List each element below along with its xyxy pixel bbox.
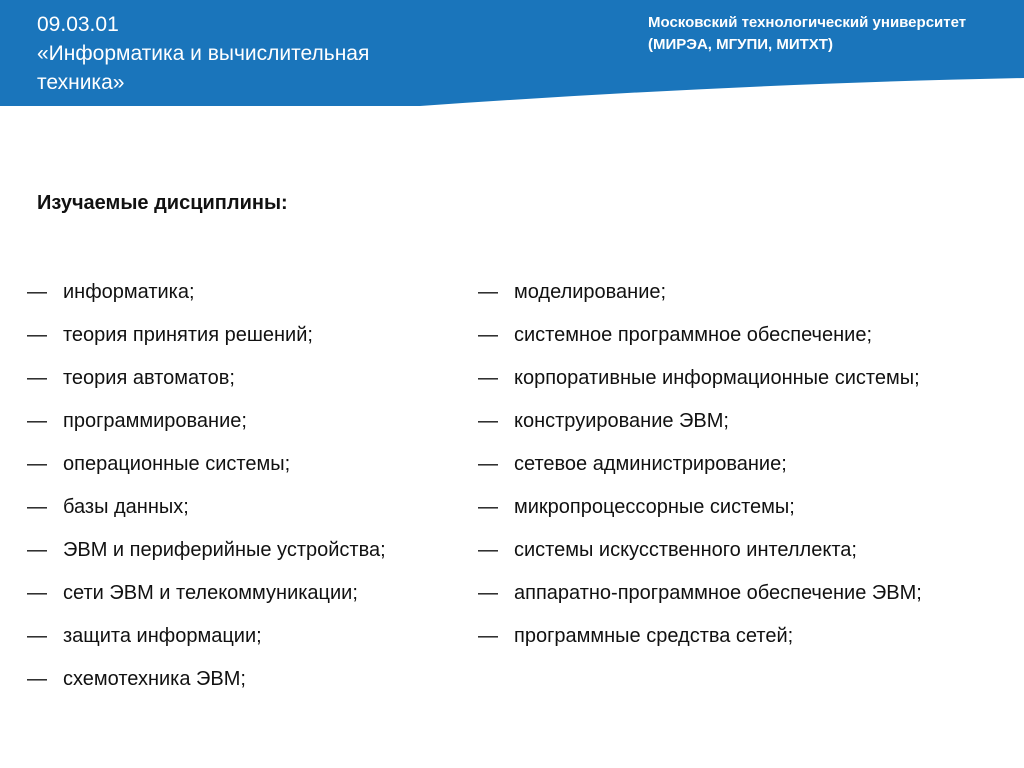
discipline-label: конструирование ЭВМ; [514,410,729,432]
discipline-item [478,315,1018,358]
discipline-item [478,358,1018,401]
discipline-item [27,401,467,444]
discipline-label: ЭВМ и периферийные устройства; [63,539,386,561]
dash-bullet: — [478,410,498,432]
discipline-label: моделирование; [514,281,667,303]
discipline-item [478,487,1018,530]
discipline-label: сети ЭВМ и телекоммуникации; [63,582,358,604]
discipline-label: системы искусственного интеллекта; [514,539,857,561]
discipline-item [478,401,1018,444]
discipline-label: теория принятия решений; [63,324,313,346]
discipline-item [478,530,1018,573]
discipline-item [478,573,1018,616]
dash-bullet: — [27,625,47,647]
university-name-line1: Московский технологический университет [648,14,967,31]
discipline-item [27,659,467,702]
discipline-label: теория автоматов; [63,367,235,389]
dash-bullet: — [478,453,498,475]
dash-bullet: — [27,367,47,389]
discipline-item [27,616,467,659]
discipline-label: базы данных; [63,496,189,518]
dash-bullet: — [27,668,47,690]
program-title [37,10,369,97]
dash-bullet: — [478,281,498,303]
dash-bullet: — [478,539,498,561]
discipline-item [27,358,467,401]
discipline-label: аппаратно-программное обеспечение ЭВМ; [514,582,922,604]
university-name-line2: (МИРЭА, МГУПИ, МИТХТ) [648,36,833,53]
discipline-label: схемотехника ЭВМ; [63,668,246,690]
dash-bullet: — [27,453,47,475]
discipline-item [27,272,467,315]
dash-bullet: — [478,324,498,346]
university-logo-text [648,12,966,56]
program-name-line2: техника» [37,71,125,94]
discipline-item [27,573,467,616]
dash-bullet: — [27,539,47,561]
program-name-line1: «Информатика и вычислительная [37,42,370,65]
discipline-item [27,530,467,573]
discipline-label: программные средства сетей; [514,625,794,647]
discipline-item [478,272,1018,315]
discipline-label: защита информации; [63,625,262,647]
discipline-label: корпоративные информационные системы; [514,367,920,389]
discipline-item [478,616,1018,659]
discipline-item [27,315,467,358]
disciplines-list-right [478,272,1018,659]
discipline-label: операционные системы; [63,453,291,475]
discipline-label: программирование; [63,410,247,432]
dash-bullet: — [478,582,498,604]
dash-bullet: — [478,367,498,389]
header-banner [0,0,1024,110]
program-code: 09.03.01 [37,13,119,36]
dash-bullet: — [27,582,47,604]
discipline-label: информатика; [63,281,195,303]
dash-bullet: — [27,496,47,518]
discipline-item [478,444,1018,487]
dash-bullet: — [27,281,47,303]
disciplines-list-left [27,272,467,702]
discipline-label: системное программное обеспечение; [514,324,872,346]
discipline-label: микропроцессорные системы; [514,496,795,518]
dash-bullet: — [478,625,498,647]
discipline-label: сетевое администрирование; [514,453,787,475]
discipline-item [27,487,467,530]
dash-bullet: — [478,496,498,518]
discipline-item [27,444,467,487]
dash-bullet: — [27,410,47,432]
section-title: Изучаемые дисциплины: [37,192,288,214]
dash-bullet: — [27,324,47,346]
